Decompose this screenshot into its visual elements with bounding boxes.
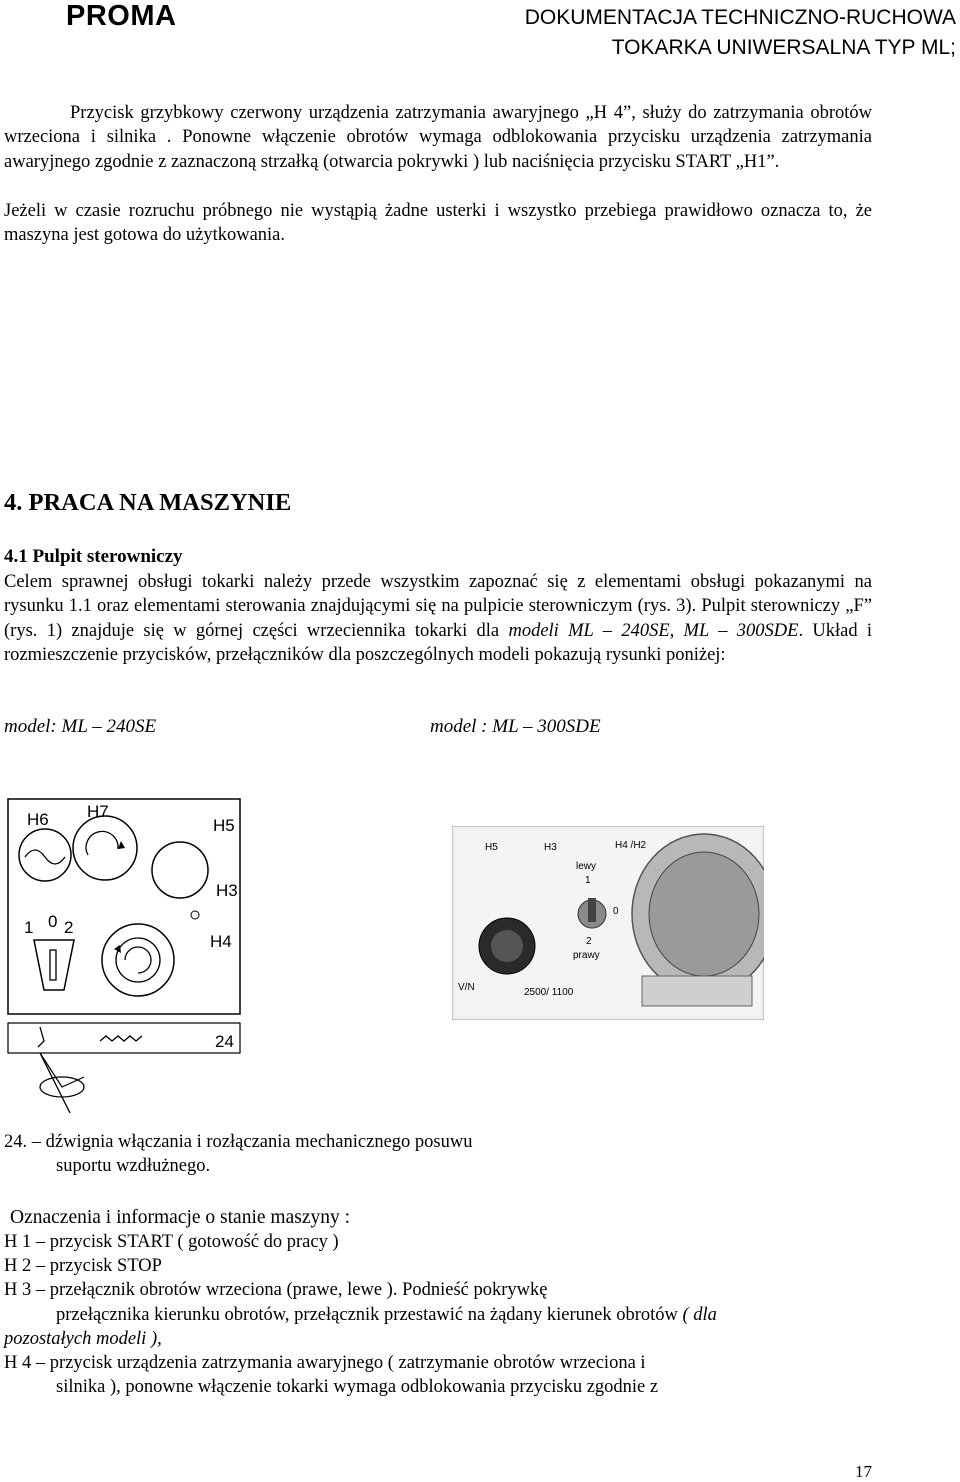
label-0: 0 xyxy=(613,906,619,917)
model-right-label: model : ML – 300SDE xyxy=(430,716,601,737)
control-panel-240se-figure xyxy=(0,795,250,1135)
h7-rotation-icon xyxy=(73,816,137,880)
intro-paragraph-2: Jeżeli w czasie rozruchu próbnego nie wystąpią żadne usterki i wszystko przebiega prawidłowo oznacza to, że maszyna jest gotowa do użytkowania. xyxy=(4,201,872,246)
label-h4: H4 xyxy=(210,932,232,951)
label-speed: 2500/ 1100 xyxy=(524,987,574,998)
label-2: 2 xyxy=(586,936,592,947)
h4-emergency-icon xyxy=(102,924,174,996)
legend-h3-line1: H 3 – przełącznik obrotów wrzeciona (prawe, lewe ). Podnieść pokrywkę xyxy=(4,1280,548,1300)
section-paragraph xyxy=(4,570,872,667)
lever-description-line2: suportu wzdłużnego. xyxy=(56,1156,211,1176)
section-text-a: Celem sprawnej obsługi tokarki należy przede wszystkim zapoznać się z elementami obsługi pokazanymi na rysunku 1.1 oraz elementami sterowania znajdującymi się na pulpicie sterowniczym (rys. 3). Pulpit sterowniczy „F” (rys. 1) znajduje się w górnej części wrzeciennika tokarki dla xyxy=(4,572,872,641)
label-prawy: prawy xyxy=(573,950,600,961)
legend-h3-line3: pozostałych modeli ), xyxy=(4,1329,162,1349)
label-h5: H5 xyxy=(213,816,235,835)
label-lewy: lewy xyxy=(576,861,597,872)
header-title: DOKUMENTACJA TECHNICZNO-RUCHOWA xyxy=(524,6,956,29)
label-1: 1 xyxy=(24,918,34,937)
control-panel-300sde-figure xyxy=(452,826,764,1020)
label-h7: H7 xyxy=(87,802,109,821)
label-h6: H6 xyxy=(27,810,49,829)
label-h5: H5 xyxy=(485,842,498,853)
legend-h1: H 1 – przycisk START ( gotowość do pracy ) xyxy=(4,1232,339,1252)
section-text-models: modeli ML – 240SE, ML – 300SDE xyxy=(508,620,799,641)
page-number: 17 xyxy=(855,1462,872,1481)
lever-description-line1: 24. – dźwignia włączania i rozłączania mechanicznego posuwu xyxy=(4,1132,473,1152)
legend-h3-line2 xyxy=(56,1303,872,1327)
subsection-title: 4.1 Pulpit sterowniczy xyxy=(4,546,183,567)
legend-title: Oznaczenia i informacje o stanie maszyny : xyxy=(10,1207,351,1228)
header-subtitle: TOKARKA UNIWERSALNA TYP ML; xyxy=(611,36,956,59)
label-0: 0 xyxy=(48,912,58,931)
label-1: 1 xyxy=(585,875,591,886)
label-h3: H3 xyxy=(544,842,557,853)
label-vn: V/N xyxy=(458,982,475,993)
selector-switch-icon xyxy=(34,940,74,990)
label-2: 2 xyxy=(64,918,74,937)
h5-button-icon xyxy=(152,842,208,898)
legend-h4-line2: silnika ), ponowne włączenie tokarki wymaga odblokowania przycisku zgodnie z xyxy=(56,1377,659,1397)
legend-h3-text: przełącznika kierunku obrotów, przełącznik przestawić na żądany kierunek obrotów xyxy=(56,1305,683,1325)
section-text-b: . Układ i rozmieszczenie przycisków, przełączników dla poszczególnych modeli pokazują rysunki poniżej: xyxy=(4,620,873,665)
brand-logo: PROMA xyxy=(66,0,177,32)
label-h3: H3 xyxy=(216,881,238,900)
section-title: 4. PRACA NA MASZYNIE xyxy=(4,489,292,516)
model-left-label: model: ML – 240SE xyxy=(4,716,157,737)
label-h4h2: H4 /H2 xyxy=(615,840,647,851)
legend-h4-line1: H 4 – przycisk urządzenia zatrzymania awaryjnego ( zatrzymanie obrotów wrzeciona i xyxy=(4,1353,646,1373)
label-24: 24 xyxy=(215,1032,234,1051)
hand-icon xyxy=(38,1027,44,1047)
intro-paragraph-1: Przycisk grzybkowy czerwony urządzenia zatrzymania awaryjnego „H 4”, służy do zatrzymania obrotów wrzeciona i silnika . Ponowne włączenie obrotów wymaga odblokowania przycisku urządzenia zatrzymania awaryjnego zgodnie z zaznaczoną strzałką (otwarcia pokrywki ) lub naciśnięcia przycisku START „H1”. xyxy=(4,103,872,172)
legend-h2: H 2 – przycisk STOP xyxy=(4,1256,162,1276)
legend-h3-italic: ( dla xyxy=(682,1305,717,1325)
